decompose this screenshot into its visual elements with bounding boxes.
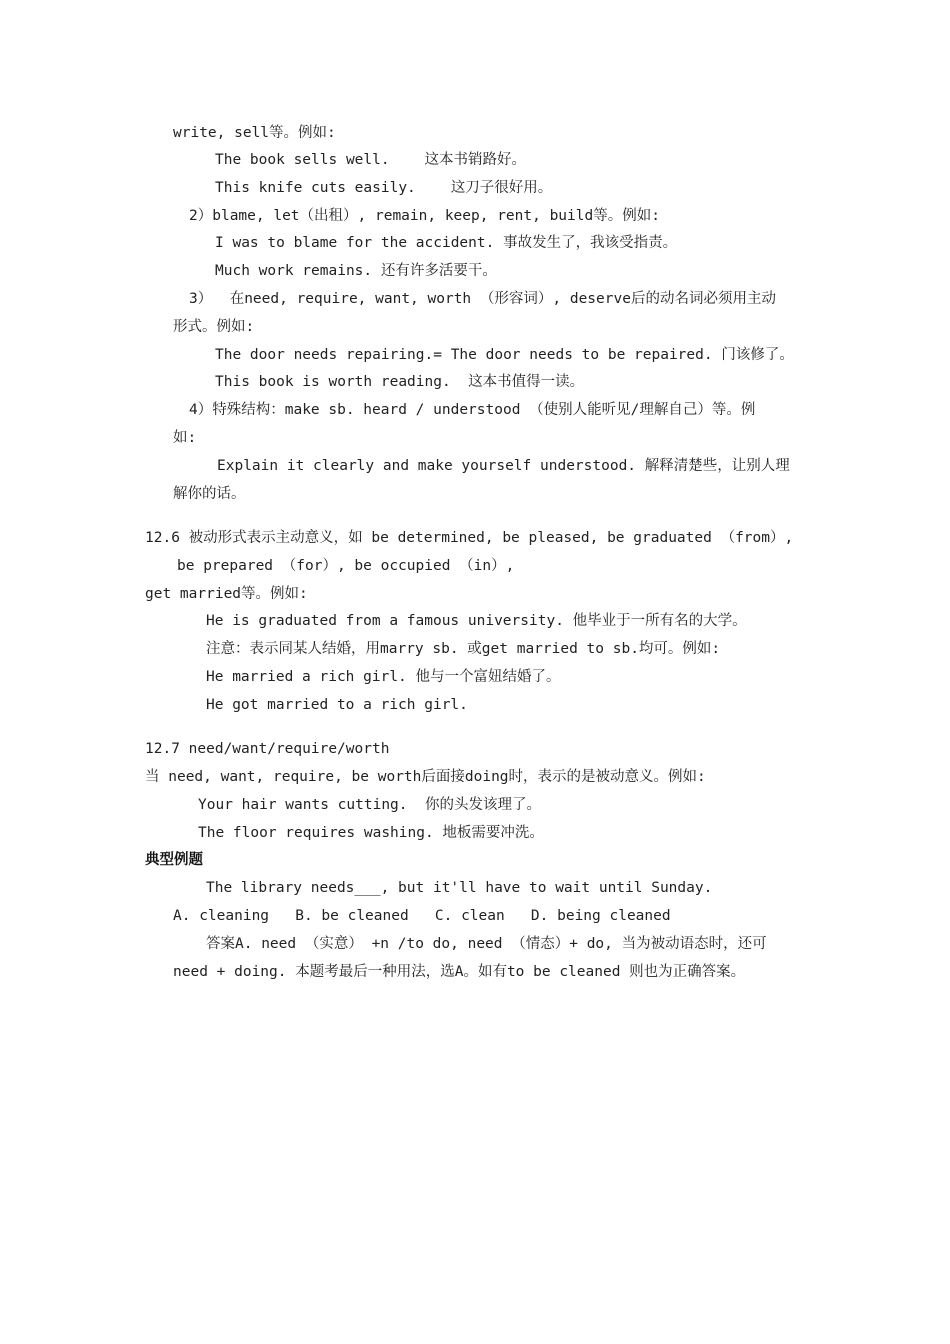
answer-explanation: need + doing. 本题考最后一种用法，选A。如有to be cleaned 则也为正确答案。: [173, 964, 746, 980]
section-heading: 12.7 need/want/require/worth: [145, 741, 390, 757]
text-line: 形式。例如:: [173, 319, 255, 335]
note-line: 注意：表示同某人结婚，用marry sb. 或get married to sb.均可。例如:: [206, 641, 721, 657]
examples-heading: 典型例题: [145, 852, 203, 868]
example-sentence: He is graduated from a famous university. 他毕业于一所有名的大学。: [206, 613, 747, 629]
example-sentence: Explain it clearly and make yourself understood. 解释清楚些，让别人理: [217, 458, 790, 474]
answer-options: A. cleaning B. be cleaned C. clean D. being cleaned: [173, 908, 671, 924]
text-line: write, sell等。例如:: [173, 125, 336, 141]
section-heading: 12.6 被动形式表示主动意义，如 be determined, be pleased, be graduated （from）,: [145, 530, 794, 546]
example-sentence: Your hair wants cutting. 你的头发该理了。: [198, 797, 541, 813]
text-line: get married等。例如:: [145, 586, 308, 602]
answer-explanation: 答案A. need （实意） +n /to do, need （情态）+ do, 当为被动语态时，还可: [206, 936, 767, 952]
example-sentence: This book is worth reading. 这本书值得一读。: [215, 374, 585, 390]
list-item: 2）blame, let（出租）, remain, keep, rent, build等。例如:: [189, 208, 660, 224]
example-sentence: The book sells well. 这本书销路好。: [215, 152, 527, 168]
example-sentence: The floor requires washing. 地板需要冲洗。: [198, 825, 544, 841]
list-item: 4）特殊结构：make sb. heard / understood （使别人能听见/理解自己）等。例: [189, 402, 756, 418]
text-line: 解你的话。: [173, 486, 246, 502]
example-sentence: He got married to a rich girl.: [206, 697, 468, 713]
example-sentence: The door needs repairing.= The door needs to be repaired. 门该修了。: [215, 347, 794, 363]
example-sentence: This knife cuts easily. 这刀子很好用。: [215, 180, 553, 196]
example-sentence: He married a rich girl. 他与一个富妞结婚了。: [206, 669, 561, 685]
example-sentence: Much work remains. 还有许多活要干。: [215, 263, 497, 279]
text-line: 当 need, want, require, be worth后面接doing时，表示的是被动意义。例如:: [145, 769, 706, 785]
text-line: 如:: [173, 430, 197, 446]
question-stem: The library needs___, but it'll have to wait until Sunday.: [206, 880, 713, 896]
text-line: be prepared （for）, be occupied （in）,: [177, 558, 515, 574]
example-sentence: I was to blame for the accident. 事故发生了，我该受指责。: [215, 235, 678, 251]
list-item: 3） 在need, require, want, worth （形容词）, deserve后的动名词必须用主动: [189, 291, 776, 307]
